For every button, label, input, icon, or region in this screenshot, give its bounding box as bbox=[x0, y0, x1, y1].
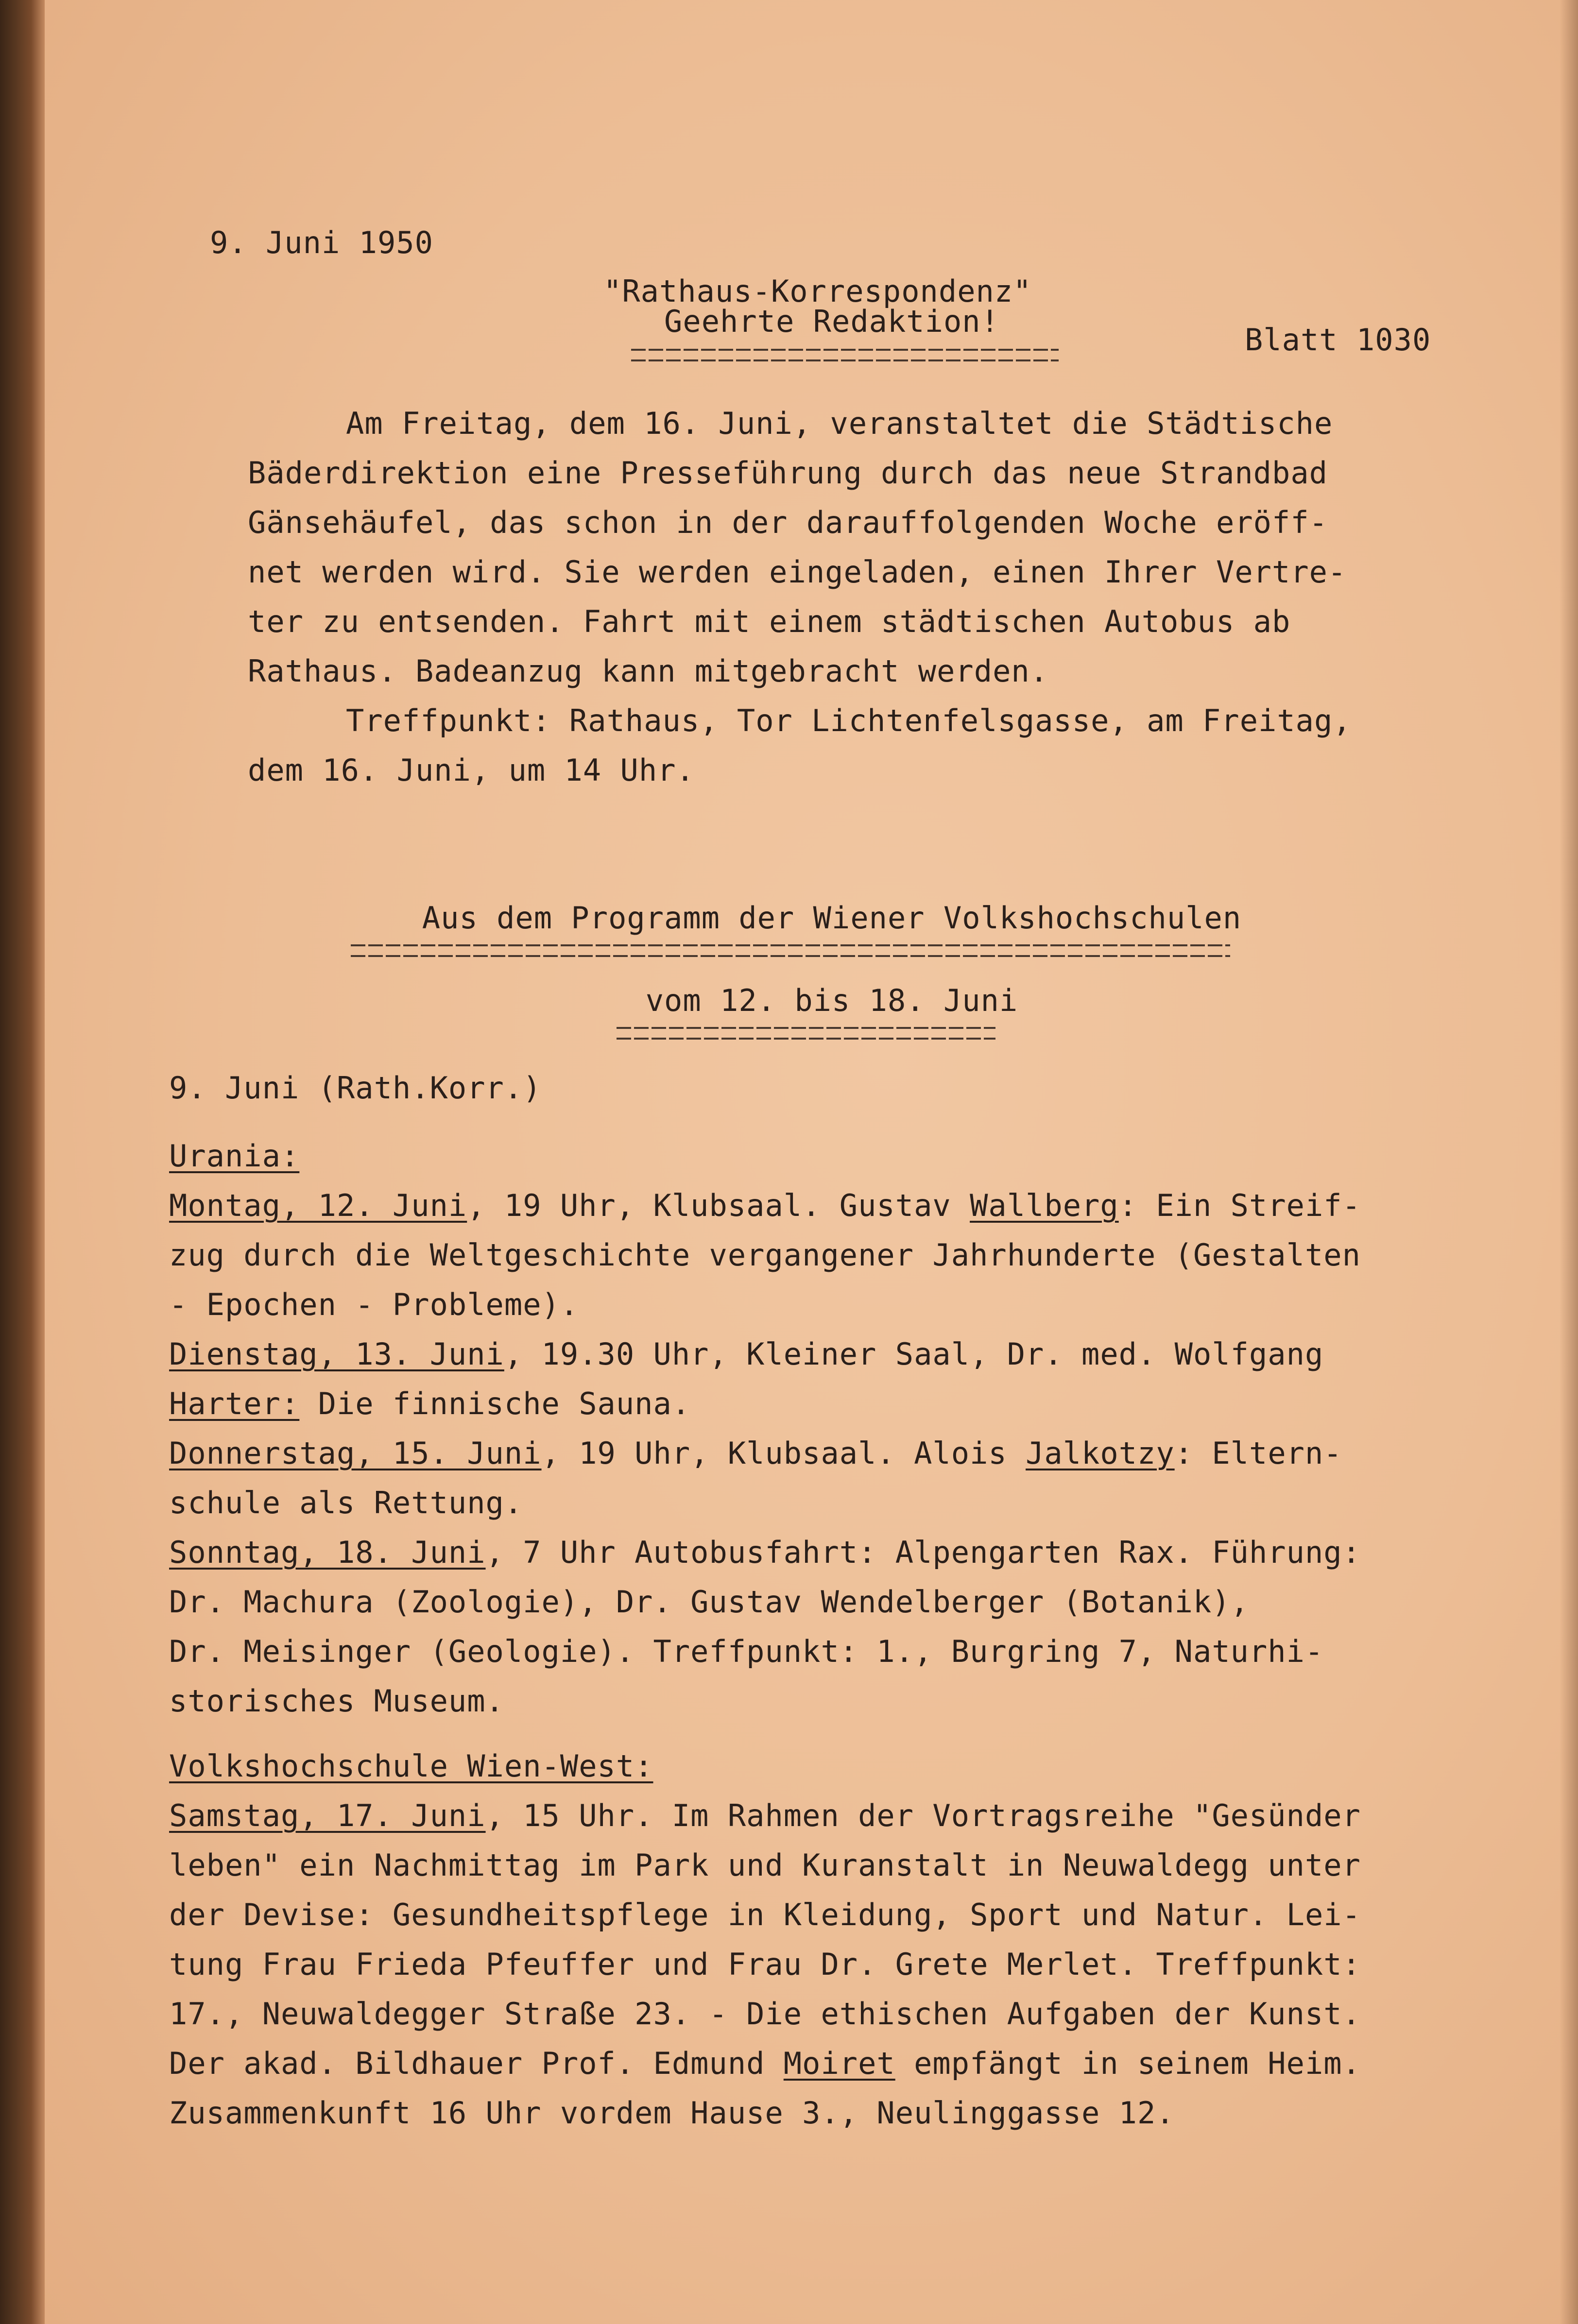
west-line-6: Der akad. Bildhauer Prof. Edmund Moiret empfängt in seinem Heim. bbox=[169, 2046, 1361, 2081]
urania-event-1-line-2: zug durch die Weltgeschichte vergangener Jahrhunderte (Gestalten bbox=[169, 1237, 1361, 1273]
west-line-7: Zusammenkunft 16 Uhr vordem Hause 3., Neulinggasse 12. bbox=[169, 2095, 1175, 2131]
urania-event-2-date: Dienstag, 13. Juni bbox=[169, 1336, 504, 1372]
urania-event-1-line-3: - Epochen - Probleme). bbox=[169, 1287, 579, 1322]
urania-event-1-date: Montag, 12. Juni bbox=[169, 1188, 467, 1223]
notice-line-6: Rathaus. Badeanzug kann mitgebracht werden. bbox=[248, 653, 1049, 689]
notice-line-3: Gänsehäufel, das schon in der darauffolgenden Woche eröff- bbox=[248, 505, 1328, 540]
urania-event-2-line-1: Dienstag, 13. Juni, 19.30 Uhr, Kleiner Saal, Dr. med. Wolfgang bbox=[169, 1336, 1324, 1372]
header-date: 9. Juni 1950 bbox=[210, 225, 433, 260]
urania-heading-text: Urania: bbox=[169, 1138, 300, 1174]
urania-event-2-line-2: Harter: Die finnische Sauna. bbox=[169, 1386, 691, 1421]
west-line-1: Samstag, 17. Juni, 15 Uhr. Im Rahmen der Vortragsreihe "Gesünder bbox=[169, 1798, 1361, 1833]
west-line-4: tung Frau Frieda Pfeuffer und Frau Dr. Grete Merlet. Treffpunkt: bbox=[169, 1947, 1361, 1982]
urania-event-4-line-1: Sonntag, 18. Juni, 7 Uhr Autobusfahrt: Alpengarten Rax. Führung: bbox=[169, 1535, 1361, 1570]
header-publication: "Rathaus-Korrespondenz" bbox=[603, 273, 1032, 309]
program-title: Aus dem Programm der Wiener Volkshochschulen bbox=[422, 900, 1242, 936]
urania-heading bbox=[169, 1132, 1481, 1180]
notice-line-8: dem 16. Juni, um 14 Uhr. bbox=[248, 752, 695, 788]
notice-title: Geehrte Redaktion! bbox=[664, 304, 999, 339]
west-heading bbox=[169, 1742, 1481, 1791]
urania-event-4-line-3: Dr. Meisinger (Geologie). Treffpunkt: 1., Burgring 7, Naturhi- bbox=[169, 1634, 1324, 1669]
urania-event-1-speaker: Wallberg bbox=[970, 1188, 1119, 1223]
urania-event-3-line-1: Donnerstag, 15. Juni, 19 Uhr, Klubsaal. Alois Jalkotzy: Eltern- bbox=[169, 1435, 1342, 1471]
typewritten-page bbox=[45, 0, 1578, 2324]
west-event-1-date: Samstag, 17. Juni bbox=[169, 1798, 486, 1833]
urania-event-3-line-2: schule als Rettung. bbox=[169, 1485, 523, 1521]
header-sheet-number: Blatt 1030 bbox=[1245, 322, 1431, 358]
urania-event-4-line-2: Dr. Machura (Zoologie), Dr. Gustav Wendelberger (Botanik), bbox=[169, 1584, 1249, 1620]
program-title-double-rule bbox=[351, 944, 1230, 957]
notice-line-1: Am Freitag, dem 16. Juni, veranstaltet die Städtische bbox=[346, 406, 1333, 441]
west-host-name: Moiret bbox=[783, 2046, 895, 2081]
urania-event-2-speaker: Harter: bbox=[169, 1386, 300, 1421]
urania-event-1-line-1: Montag, 12. Juni, 19 Uhr, Klubsaal. Gustav Wallberg: Ein Streif- bbox=[169, 1188, 1361, 1223]
program-subtitle: vom 12. bis 18. Juni bbox=[645, 983, 1018, 1018]
urania-event-4-line-4: storisches Museum. bbox=[169, 1683, 504, 1719]
notice-line-4: net werden wird. Sie werden eingeladen, einen Ihrer Vertre- bbox=[248, 554, 1347, 590]
notice-line-2: Bäderdirektion eine Presseführung durch das neue Strandbad bbox=[248, 455, 1328, 491]
notice-line-7: Treffpunkt: Rathaus, Tor Lichtenfelsgasse, am Freitag, bbox=[346, 703, 1352, 738]
urania-event-4-date: Sonntag, 18. Juni bbox=[169, 1535, 486, 1570]
west-line-5: 17., Neuwaldegger Straße 23. - Die ethischen Aufgaben der Kunst. bbox=[169, 1996, 1361, 2032]
notice-line-5: ter zu entsenden. Fahrt mit einem städtischen Autobus ab bbox=[248, 604, 1291, 639]
urania-event-3-date: Donnerstag, 15. Juni bbox=[169, 1435, 542, 1471]
west-line-2: leben" ein Nachmittag im Park und Kuranstalt in Neuwaldegg unter bbox=[169, 1847, 1361, 1883]
program-subtitle-double-rule bbox=[617, 1027, 995, 1040]
west-line-3: der Devise: Gesundheitspflege in Kleidung, Sport und Natur. Lei- bbox=[169, 1897, 1361, 1932]
notice-title-double-rule bbox=[631, 349, 1059, 361]
west-heading-text: Volkshochschule Wien-West: bbox=[169, 1748, 653, 1784]
urania-event-3-speaker: Jalkotzy bbox=[1026, 1435, 1175, 1471]
book-binding bbox=[0, 0, 45, 2324]
program-dateline: 9. Juni (Rath.Korr.) bbox=[169, 1070, 542, 1106]
